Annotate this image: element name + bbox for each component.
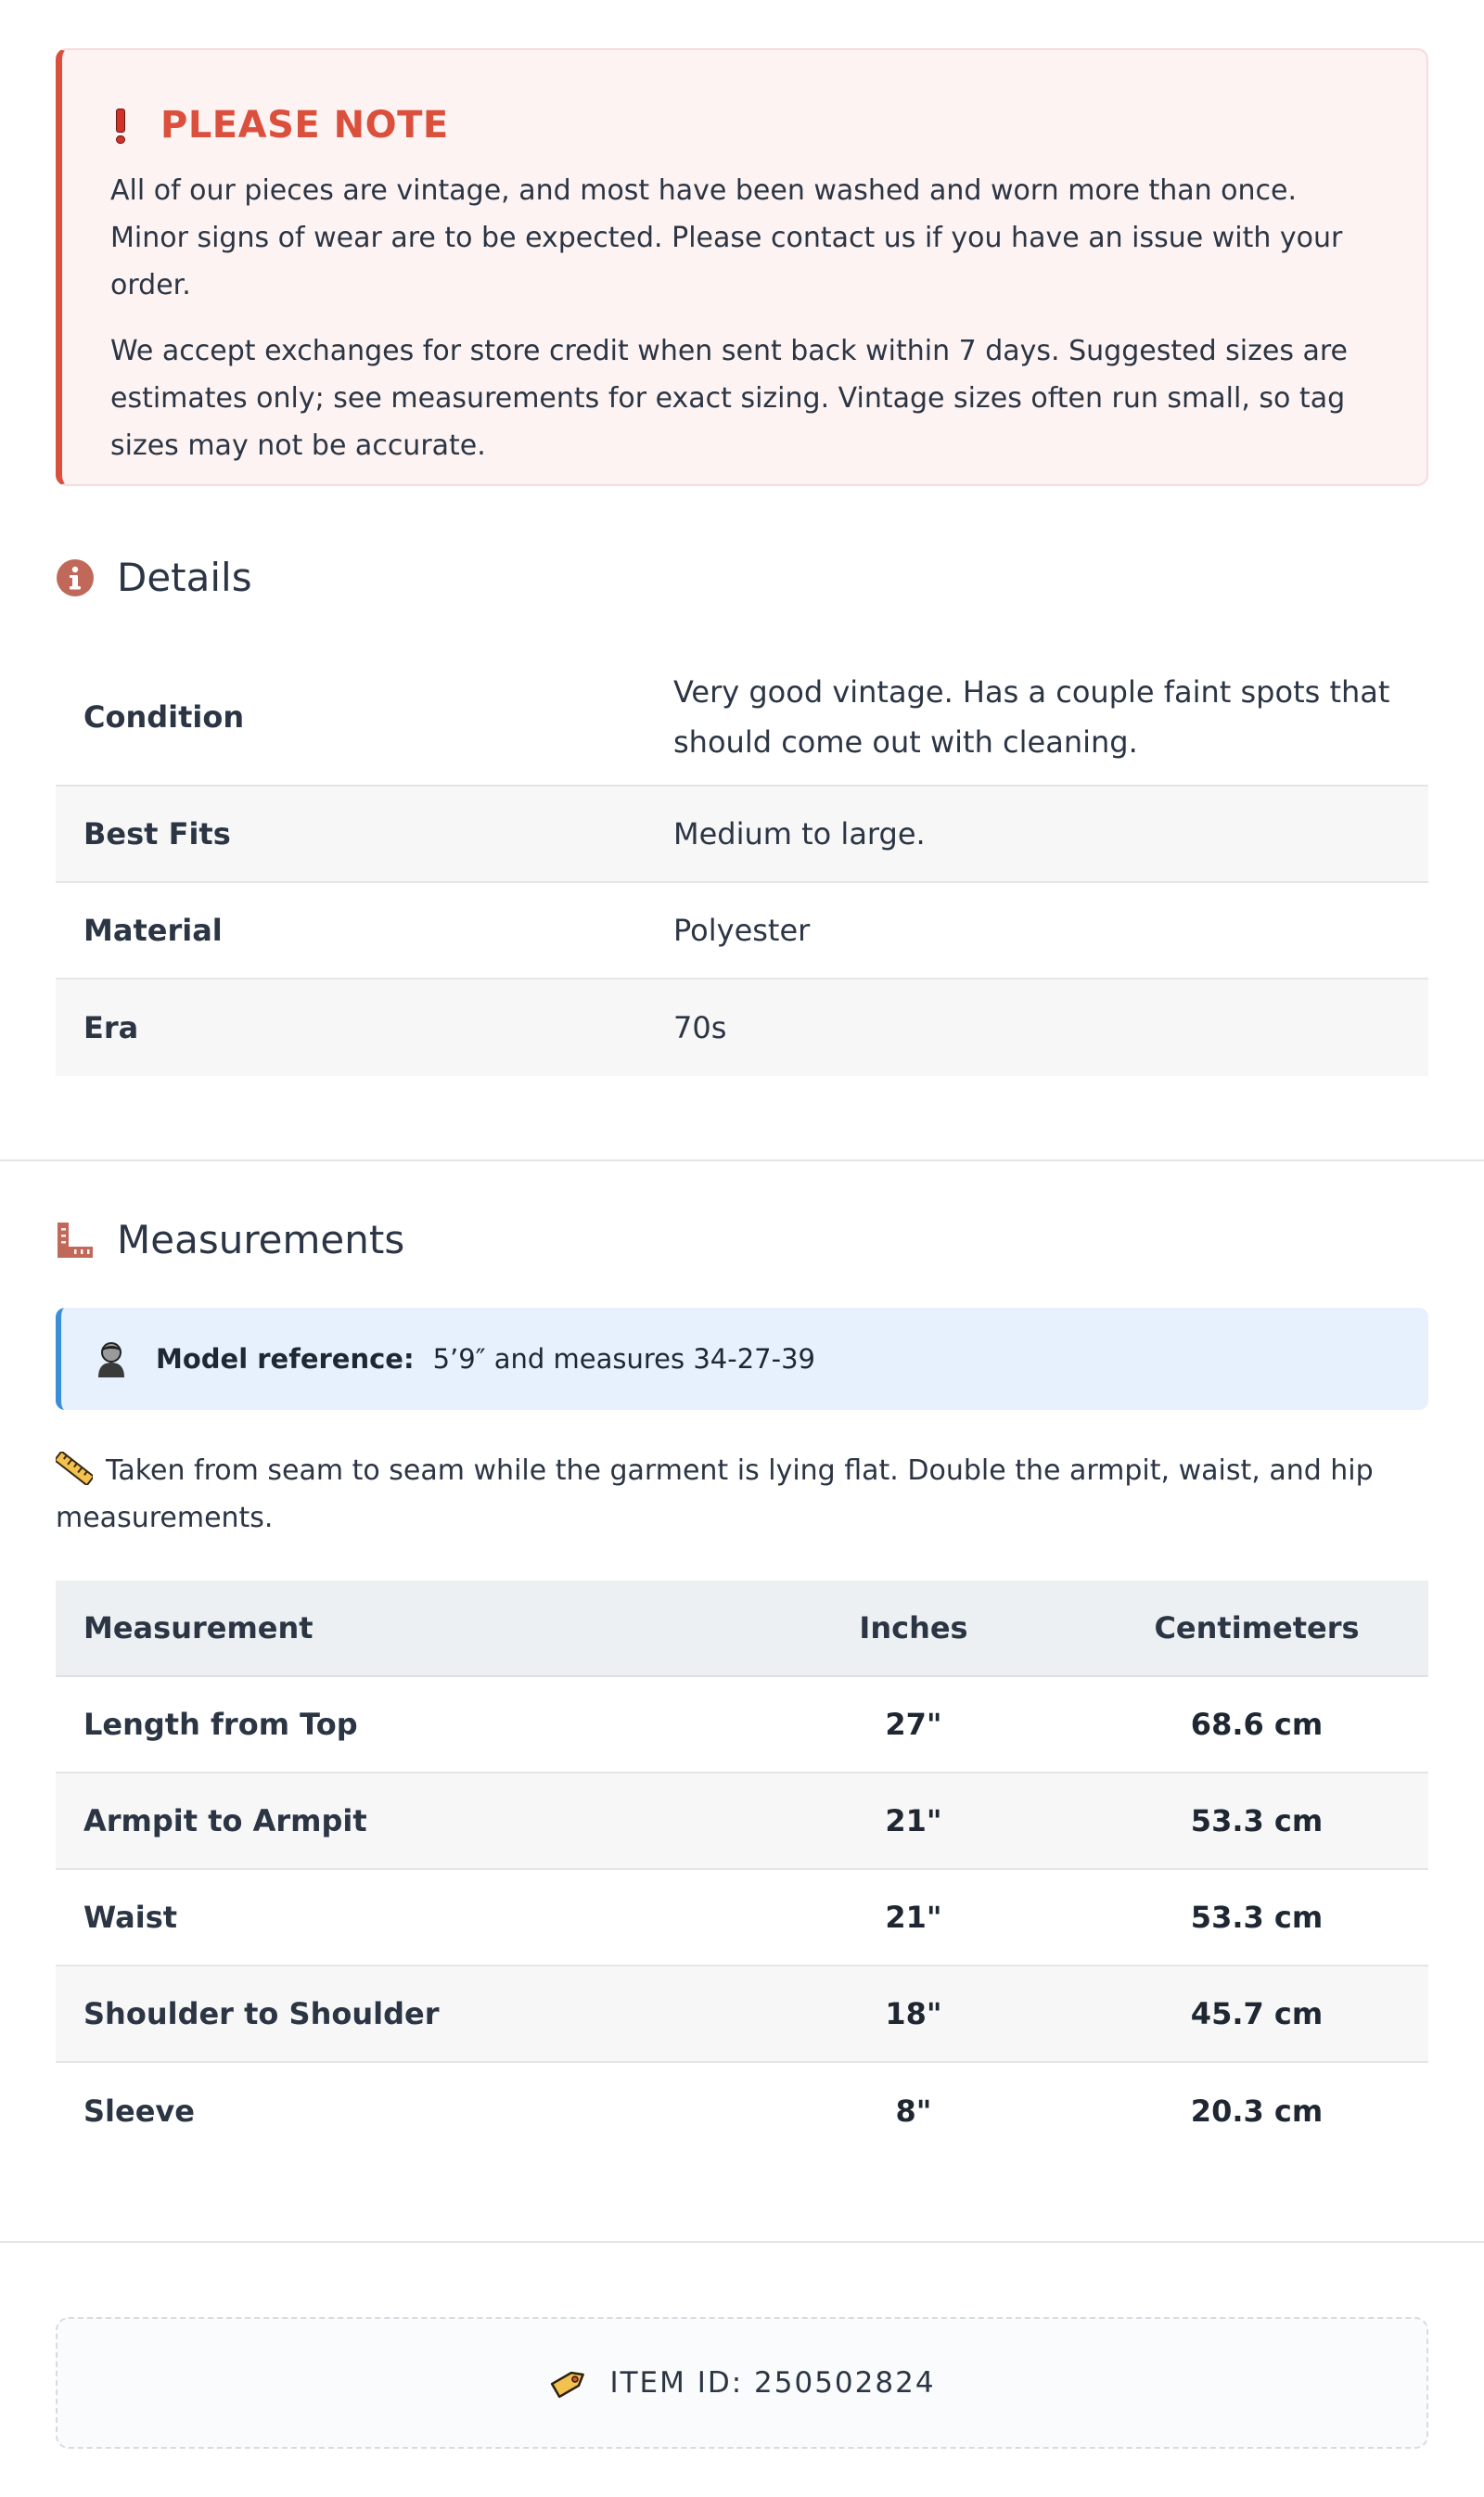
details-label: Best Fits [83, 816, 231, 852]
table-header-row [56, 1581, 1428, 1677]
note-paragraph-2: We accept exchanges for store credit when sent back within 7 days. Suggested sizes are estimates only; see measurements for exact sizing. Vintage sizes often run small, so tag sizes may not be accurate. [110, 335, 1349, 462]
model-reference-text: 5’9″ and measures 34-27-39 [432, 1343, 815, 1375]
measurement-cm: 68.6 cm [1190, 1707, 1324, 1742]
measurement-inches: 21" [885, 1803, 942, 1838]
details-label: Material [83, 913, 223, 948]
measurement-name: Shoulder to Shoulder [83, 1996, 440, 2031]
note-header [110, 104, 1378, 147]
measurement-cm: 53.3 cm [1190, 1900, 1324, 1935]
measurement-cm: 45.7 cm [1190, 1996, 1324, 2031]
details-value: Very good vintage. Has a couple faint spots that should come out with cleaning. [673, 674, 1390, 760]
measurement-name: Armpit to Armpit [83, 1803, 367, 1838]
table-row [56, 1774, 1428, 1870]
details-row [56, 649, 1428, 787]
person-icon [95, 1340, 128, 1377]
measurement-inches: 18" [885, 1996, 942, 2031]
measurement-cm: 53.3 cm [1190, 1803, 1324, 1838]
note-title: PLEASE NOTE [160, 104, 449, 147]
table-row [56, 2063, 1428, 2159]
table-row [56, 1966, 1428, 2063]
please-note-box [56, 48, 1428, 486]
measurement-inches: 27" [885, 1707, 942, 1742]
item-id-text: ITEM ID: 250502824 [609, 2366, 936, 2400]
details-heading [56, 555, 252, 600]
details-label: Era [83, 1010, 139, 1045]
column-header-inches: Inches [859, 1610, 968, 1645]
measurement-cm: 20.3 cm [1190, 2094, 1324, 2129]
measurements-table [56, 1581, 1428, 2159]
section-divider [0, 2241, 1484, 2243]
tag-icon [548, 2363, 589, 2403]
model-reference-label: Model reference: [156, 1343, 415, 1375]
details-title: Details [117, 555, 252, 600]
details-row [56, 883, 1428, 980]
measurement-instructions [56, 1447, 1410, 1542]
details-value: Medium to large. [673, 816, 926, 852]
details-table [56, 649, 1428, 1076]
measurement-note-text: Taken from seam to seam while the garment is lying flat. Double the armpit, waist, and hip measurements. [56, 1454, 1374, 1534]
measurement-inches: 21" [885, 1900, 942, 1935]
table-row [56, 1677, 1428, 1774]
column-header-centimeters: Centimeters [1154, 1610, 1360, 1645]
straight-ruler-icon [56, 1452, 93, 1485]
details-row [56, 980, 1428, 1076]
section-divider [0, 1159, 1484, 1161]
ruler-icon [56, 1221, 95, 1260]
note-paragraph-1: All of our pieces are vintage, and most have been washed and worn more than once. Minor signs of wear are to be expected. Please contact us if you have an issue with your order. [110, 174, 1343, 301]
measurement-name: Sleeve [83, 2094, 195, 2129]
measurement-name: Length from Top [83, 1707, 358, 1742]
measurements-heading [56, 1217, 404, 1262]
measurement-inches: 8" [895, 2094, 932, 2129]
details-value: Polyester [673, 913, 811, 948]
exclamation-icon [114, 107, 127, 144]
measurement-name: Waist [83, 1900, 178, 1935]
measurements-title: Measurements [117, 1217, 405, 1262]
item-id-box [56, 2317, 1428, 2449]
column-header-measurement: Measurement [83, 1610, 313, 1645]
model-reference-box [56, 1308, 1428, 1410]
info-icon [56, 558, 95, 597]
table-row [56, 1870, 1428, 1966]
details-row [56, 787, 1428, 883]
details-value: 70s [673, 1010, 727, 1045]
details-label: Condition [83, 699, 245, 735]
